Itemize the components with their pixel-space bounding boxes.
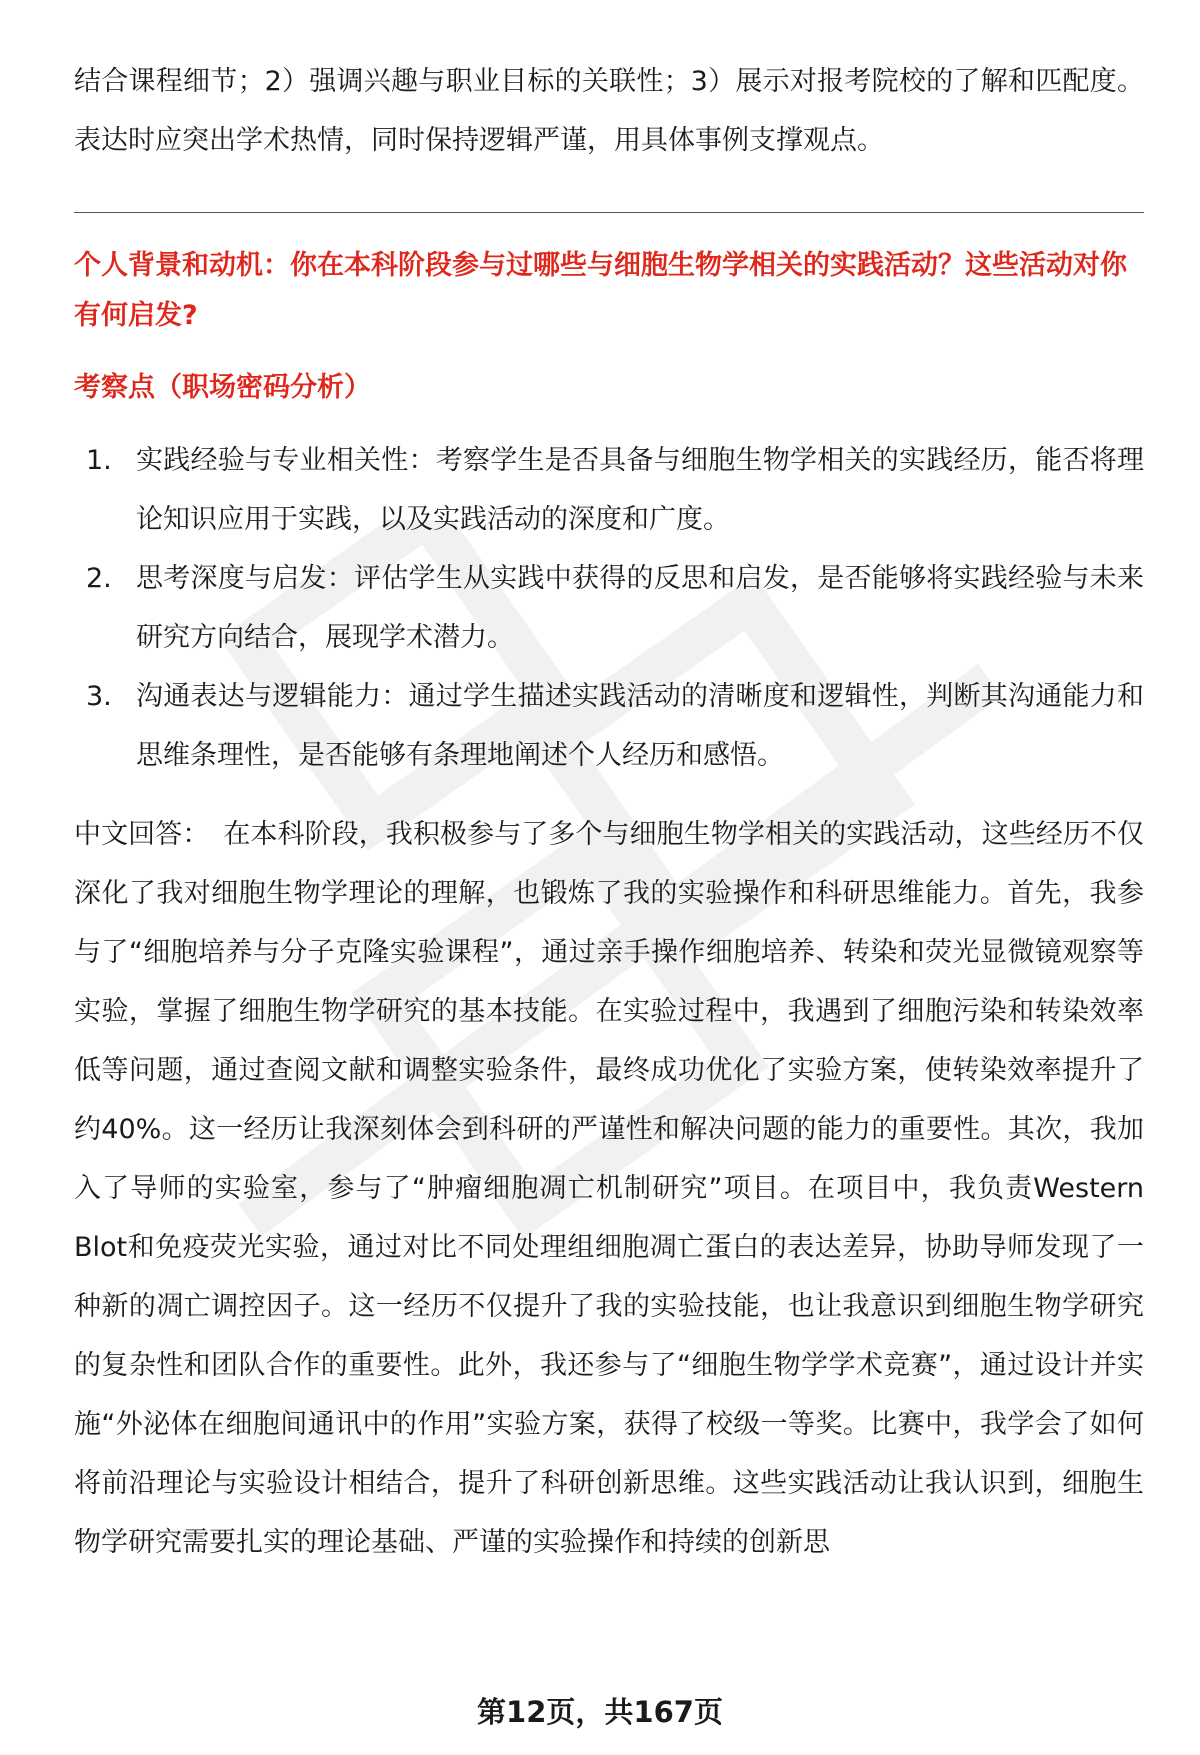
section-divider — [74, 212, 1144, 213]
point-text: 实践经验与专业相关性：考察学生是否具备与细胞生物学相关的实践经历，能否将理论知识应用于实践，以及实践活动的深度和广度。 — [136, 445, 1144, 535]
point-text: 思考深度与启发：评估学生从实践中获得的反思和启发，是否能够将实践经验与未来研究方向结合，展现学术潜力。 — [136, 563, 1144, 653]
assessment-point — [74, 667, 1144, 785]
point-number: 1. — [86, 445, 112, 476]
assessment-point — [74, 431, 1144, 549]
point-number: 3. — [86, 681, 112, 712]
intro-paragraph: 结合课程细节；2）强调兴趣与职业目标的关联性；3）展示对报考院校的了解和匹配度。表达时应突出学术热情，同时保持逻辑严谨，用具体事例支撑观点。 — [74, 66, 1144, 156]
assessment-points-list — [74, 431, 1144, 785]
document-page — [74, 52, 1144, 1572]
answer-label: 中文回答： — [74, 819, 210, 850]
answer-text: 在本科阶段，我积极参与了多个与细胞生物学相关的实践活动，这些经历不仅深化了我对细胞生物学理论的理解，也锻炼了我的实验操作和科研思维能力。首先，我参与了“细胞培养与分子克隆实验课程”，通过亲手操作细胞培养、转染和荧光显微镜观察等实验，掌握了细胞生物学研究的基本技能。在实验过程中，我遇到了细胞污染和转染效率低等问题，通过查阅文献和调整实验条件，最终成功优化了实验方案，使转染效率提升了约40%。这一经历让我深刻体会到科研的严谨性和解决问题的能力的重要性。其次，我加入了导师的实验室，参与了“肿瘤细胞凋亡机制研究”项目。在项目中，我负责Western Blot和免疫荧光实验，通过对比不同处理组细胞凋亡蛋白的表达差异，协助导师发现了一种新的凋亡调控因子。这一经历不仅提升了我的实验技能，也让我意识到细胞生物学研究的复杂性和团队合作的重要性。此外，我还参与了“细胞生物学学术竞赛”，通过设计并实施“外泌体在细胞间通讯中的作用”实验方案，获得了校级一等奖。比赛中，我学会了如何将前沿理论与实验设计相结合，提升了科研创新思维。这些实践活动让我认识到，细胞生物学研究需要扎实的理论基础、严谨的实验操作和持续的创新思 — [74, 819, 1145, 1558]
point-number: 2. — [86, 563, 112, 594]
assessment-title: 考察点（职场密码分析） — [74, 372, 371, 403]
point-text: 沟通表达与逻辑能力：通过学生描述实践活动的清晰度和逻辑性，判断其沟通能力和思维条理性，是否能够有条理地阐述个人经历和感悟。 — [136, 681, 1144, 771]
assessment-point — [74, 549, 1144, 667]
answer-paragraph — [74, 805, 1144, 1572]
page-footer: 第12页，共167页 — [477, 1695, 723, 1729]
question-heading: 个人背景和动机：你在本科阶段参与过哪些与细胞生物学相关的实践活动？这些活动对你有何启发? — [74, 250, 1127, 331]
